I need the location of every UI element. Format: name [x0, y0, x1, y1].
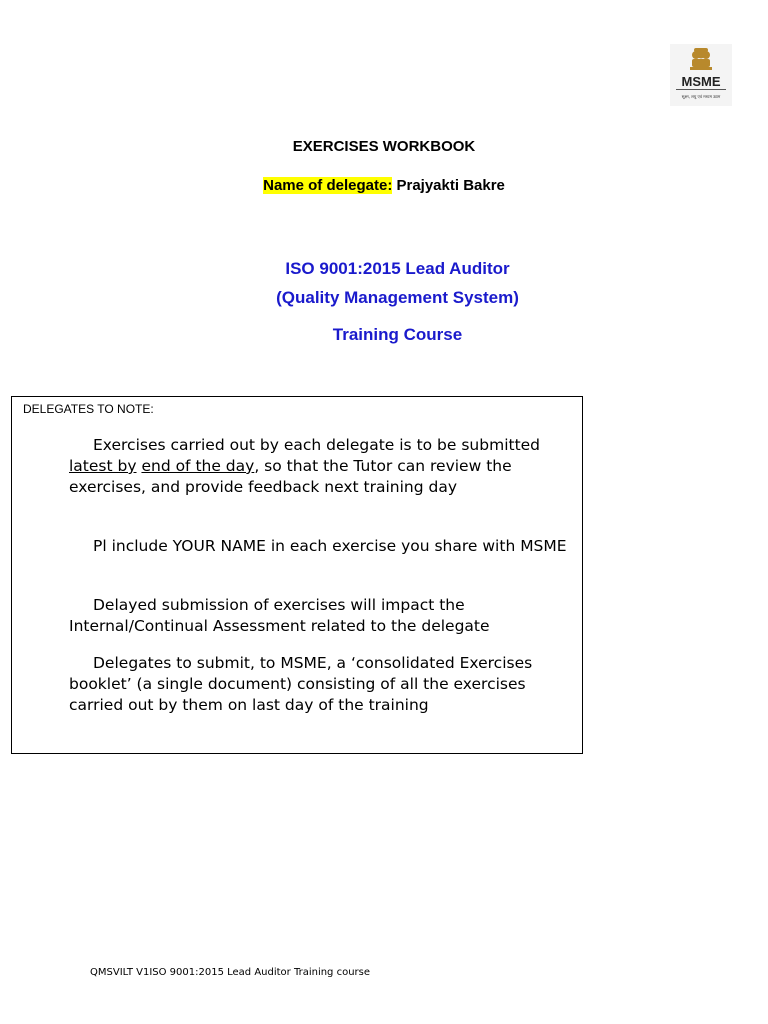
note-paragraph: Pl include YOUR NAME in each exercise you share with MSME [93, 537, 567, 555]
delegates-note-box [11, 396, 583, 754]
svg-text:सूक्ष्म, लघु एवं मध्यम उद्यम: सूक्ष्म, लघु एवं मध्यम उद्यम [681, 94, 721, 99]
underlined-text: latest by [69, 457, 137, 475]
course-title: ISO 9001:2015 Lead Auditor [285, 259, 510, 278]
note-paragraph: Delegates to submit, to MSME, a ‘consolidated Exercises booklet’ (a single document) consisting of all the exercises carried out by them on last day of the training [69, 654, 533, 714]
underlined-text: end of the day [141, 457, 255, 475]
document-title: EXERCISES WORKBOOK [292, 138, 476, 155]
course-type: Training Course [332, 325, 463, 344]
note-paragraph: Delayed submission of exercises will impact the Internal/Continual Assessment related to the delegate [69, 596, 490, 635]
note-heading: DELEGATES TO NOTE: [23, 402, 154, 416]
msme-emblem-icon [670, 44, 732, 106]
page-footer: QMSVILT V1ISO 9001:2015 Lead Auditor Training course [90, 967, 371, 978]
delegate-label: Name of delegate: [263, 177, 393, 194]
course-subtitle: (Quality Management System) [276, 288, 519, 307]
delegate-name: Prajyakti Bakre [396, 177, 505, 194]
delegate-line [0, 177, 768, 194]
msme-logo [670, 44, 732, 106]
note-paragraph: Exercises carried out by each delegate is to be submitted latest by end of the day, so that the Tutor can review the exercises, and provide feedback next training day [69, 436, 541, 496]
svg-text:MSME: MSME [681, 74, 721, 89]
